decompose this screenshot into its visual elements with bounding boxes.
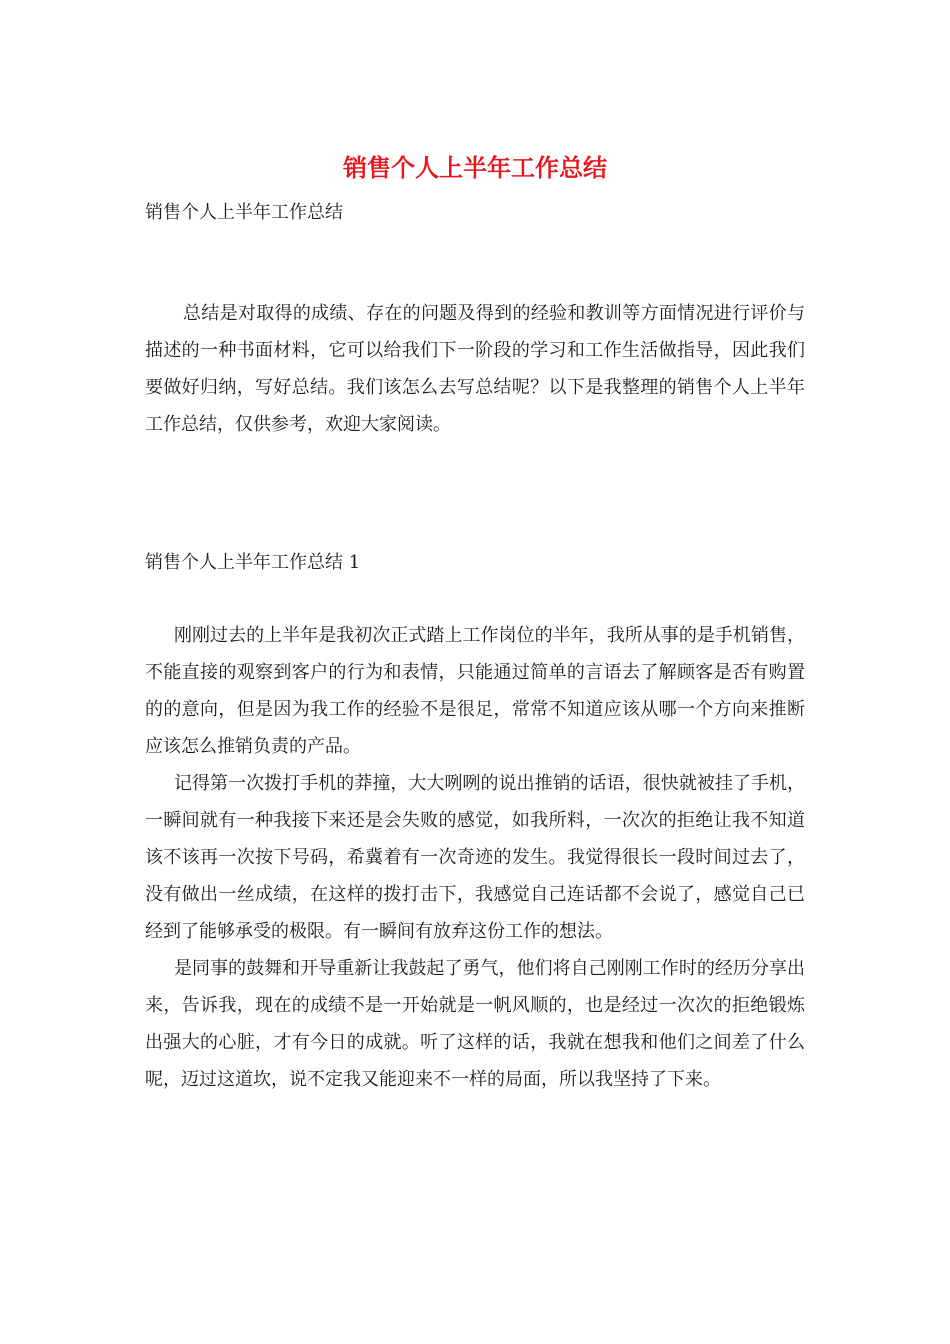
- document-title: 销售个人上半年工作总结: [343, 153, 607, 182]
- body-paragraph-2: 记得第一次拨打手机的莽撞，大大咧咧的说出推销的话语，很快就被挂了手机，一瞬间就有一种我接下来还是会失败的感觉，如我所料，一次次的拒绝让我不知道该不该再一次按下号码，希冀着有一次奇迹的发生。我觉得很长一段时间过去了，没有做出一丝成绩，在这样的拨打击下，我感觉自己连话都不会说了，感觉自己已经到了能够承受的极限。有一瞬间有放弃这份工作的想法。: [145, 773, 805, 942]
- body-paragraph-1: 刚刚过去的上半年是我初次正式踏上工作岗位的半年，我所从事的是手机销售，不能直接的观察到客户的行为和表情，只能通过简单的言语去了解顾客是否有购置的的意向，但是因为我工作的经验不是很足，常常不知道应该从哪一个方向来推断应该怎么推销负责的产品。: [145, 625, 805, 757]
- body-paragraph-3: 是同事的鼓舞和开导重新让我鼓起了勇气，他们将自己刚刚工作时的经历分享出来，告诉我，现在的成绩不是一开始就是一帆风顺的，也是经过一次次的拒绝锻炼出强大的心脏，才有今日的成就。听了这样的话，我就在想我和他们之间差了什么呢，迈过这道坎，说不定我又能迎来不一样的局面，所以我坚持了下来。: [145, 958, 805, 1090]
- document-subtitle: 销售个人上半年工作总结: [145, 202, 343, 223]
- intro-paragraph: 总结是对取得的成绩、存在的问题及得到的经验和教训等方面情况进行评价与描述的一种书面材料，它可以给我们下一阶段的学习和工作生活做指导，因此我们要做好归纳，写好总结。我们该怎么去写总结呢？以下是我整理的销售个人上半年工作总结，仅供参考，欢迎大家阅读。: [145, 303, 805, 435]
- section-body: [145, 617, 805, 1098]
- section-heading: 销售个人上半年工作总结 1: [145, 552, 361, 573]
